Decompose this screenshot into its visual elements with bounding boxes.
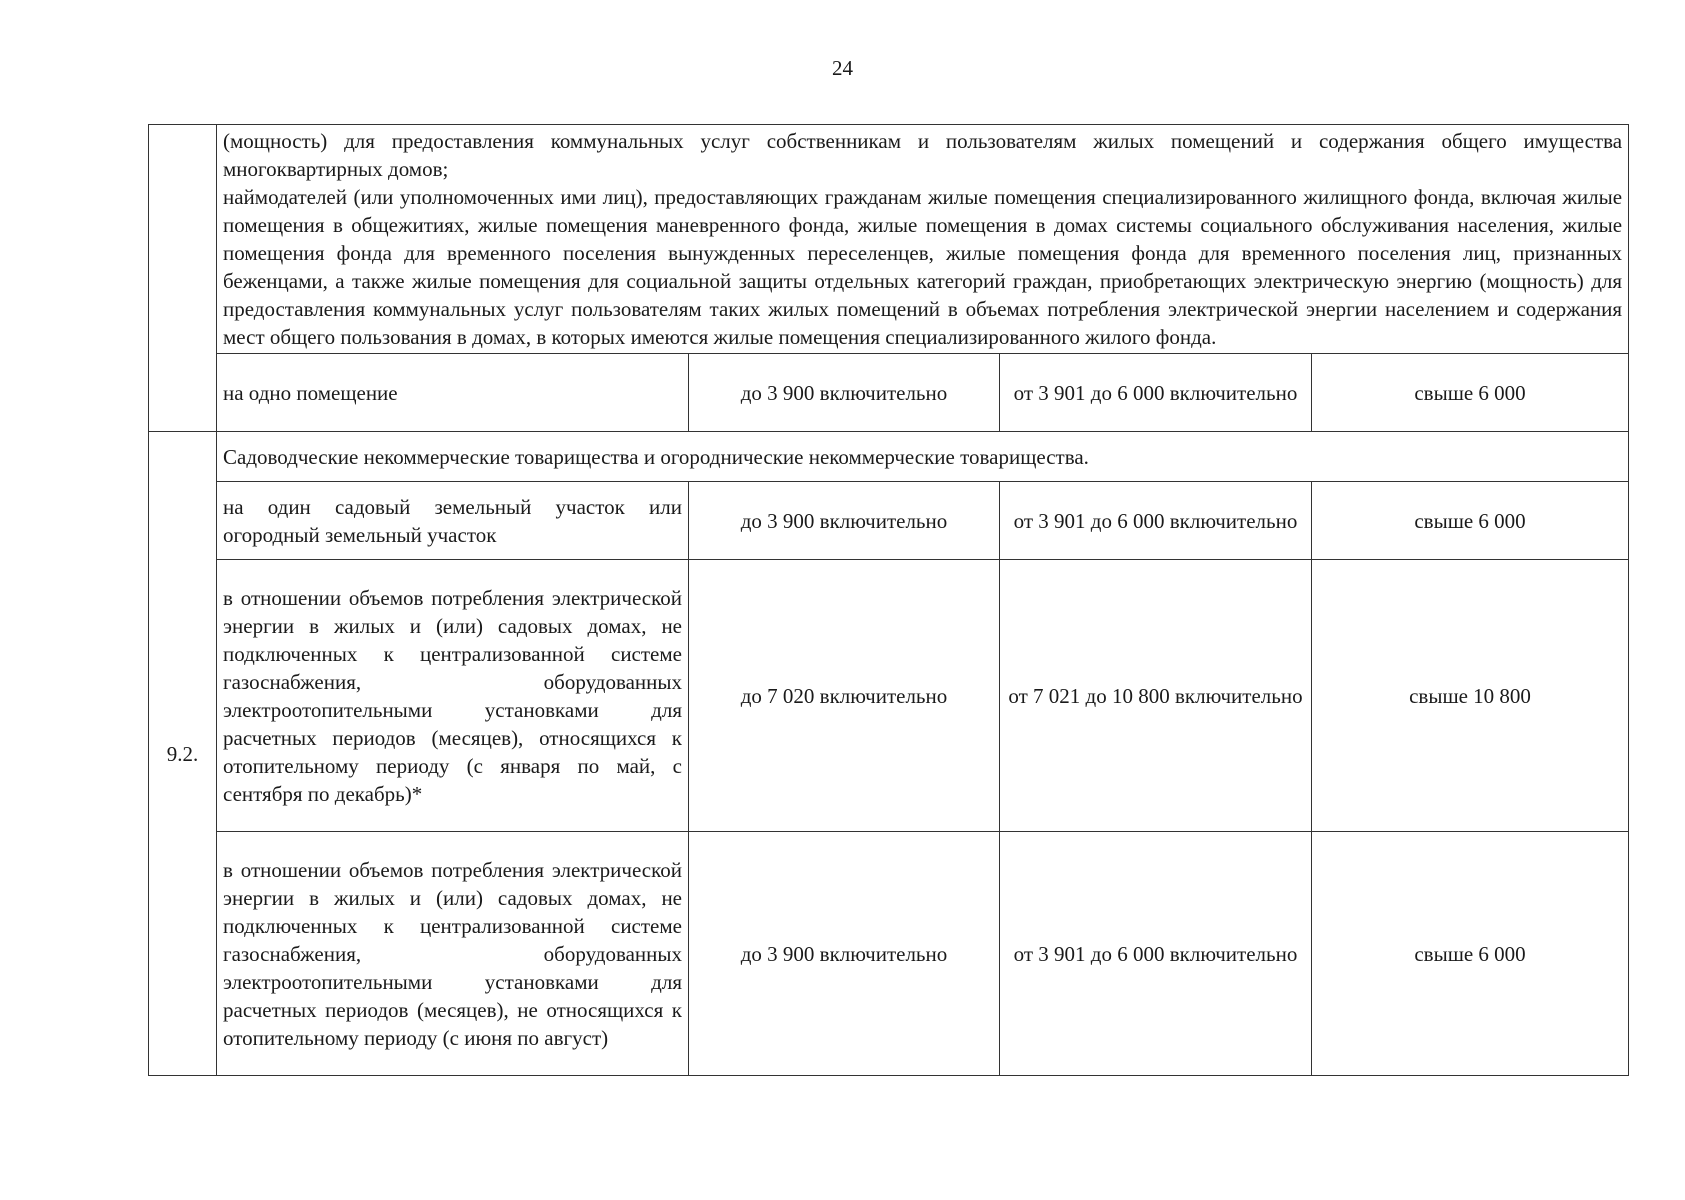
tariff-table bbox=[148, 124, 1629, 1076]
range-low: до 7 020 включительно bbox=[689, 560, 1000, 832]
range-mid: от 3 901 до 6 000 включительно bbox=[1000, 482, 1312, 560]
row-label: в отношении объемов потребления электрической энергии в жилых и (или) садовых домах, не подключенных к централизованной системе газоснабжения, оборудованных электроотопительными установками для расчетных периодов (месяцев), относящихся к отопительному периоду (с января по май, с сентября по декабрь)* bbox=[217, 560, 689, 832]
section-number: 9.2. bbox=[149, 432, 217, 1076]
table-row bbox=[149, 354, 1629, 432]
range-low: до 3 900 включительно bbox=[689, 482, 1000, 560]
row-number-cell-empty bbox=[149, 125, 217, 432]
range-high: свыше 10 800 bbox=[1312, 560, 1629, 832]
row-label: в отношении объемов потребления электрической энергии в жилых и (или) садовых домах, не подключенных к централизованной системе газоснабжения, оборудованных электроотопительными установками для расчетных периодов (месяцев), не относящихся к отопительному периоду (с июня по август) bbox=[217, 832, 689, 1076]
table-row bbox=[149, 482, 1629, 560]
description-paragraph: (мощность) для предоставления коммунальных услуг собственникам и пользователям жилых помещений и содержания общего имущества многоквартирных домов; bbox=[223, 129, 1623, 181]
table-row bbox=[149, 432, 1629, 482]
range-low: до 3 900 включительно bbox=[689, 832, 1000, 1076]
category-description bbox=[217, 125, 1629, 354]
section-title: Садоводческие некоммерческие товарищества и огороднические некоммерческие товарищества. bbox=[217, 432, 1629, 482]
table-row bbox=[149, 125, 1629, 354]
row-label: на одно помещение bbox=[217, 354, 689, 432]
table-row bbox=[149, 832, 1629, 1076]
row-label: на один садовый земельный участок или огородный земельный участок bbox=[217, 482, 689, 560]
range-mid: от 7 021 до 10 800 включительно bbox=[1000, 560, 1312, 832]
description-paragraph: наймодателей (или уполномоченных ими лиц), предоставляющих гражданам жилые помещения специализированного жилищного фонда, включая жилые помещения в общежитиях, жилые помещения маневренного фонда, жилые помещения в домах системы социального обслуживания населения, жилые помещения фонда для временного поселения вынужденных переселенцев, жилые помещения фонда для временного поселения лиц, признанных беженцами, а также жилые помещения для социальной защиты отдельных категорий граждан, приобретающих электрическую энергию (мощность) для предоставления коммунальных услуг пользователям таких жилых помещений в объемах потребления электрической энергии населением и содержания мест общего пользования в домах, в которых имеются жилые помещения специализированного жилого фонда. bbox=[223, 185, 1623, 349]
range-high: свыше 6 000 bbox=[1312, 354, 1629, 432]
range-high: свыше 6 000 bbox=[1312, 832, 1629, 1076]
range-mid: от 3 901 до 6 000 включительно bbox=[1000, 354, 1312, 432]
range-low: до 3 900 включительно bbox=[689, 354, 1000, 432]
range-high: свыше 6 000 bbox=[1312, 482, 1629, 560]
table-row bbox=[149, 560, 1629, 832]
page-number: 24 bbox=[832, 56, 853, 80]
range-mid: от 3 901 до 6 000 включительно bbox=[1000, 832, 1312, 1076]
